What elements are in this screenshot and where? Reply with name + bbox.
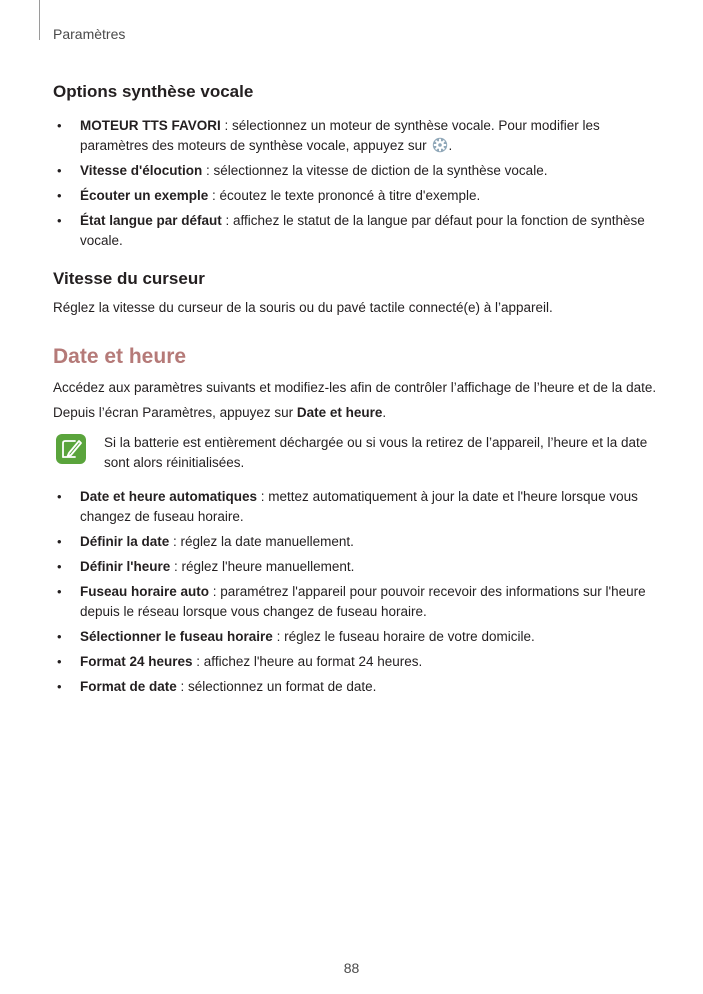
term: Date et heure automatiques <box>80 489 258 504</box>
term: Format 24 heures <box>80 654 193 669</box>
date-time-intro: Accédez aux paramètres suivants et modifiez-les afin de contrôler l’affichage de l’heure et de la date. <box>53 380 657 395</box>
term: Sélectionner le fuseau horaire <box>80 629 273 644</box>
list-item <box>53 116 653 156</box>
bullet: • <box>57 213 62 228</box>
list-item <box>53 582 653 622</box>
path-term: Date et heure <box>296 405 383 420</box>
description: : sélectionnez un moteur de synthèse vocale. Pour modifier les paramètres des moteurs de synthèse vocale, appuyez sur <box>80 118 600 153</box>
description: : paramétrez l'appareil pour pouvoir recevoir des informations sur l'heure depuis le réseau lorsque vous changez de fuseau horaire. <box>80 584 646 619</box>
bullet: • <box>57 188 62 203</box>
list-item <box>53 652 653 672</box>
description: : mettez automatiquement à jour la date et l'heure lorsque vous changez de fuseau horaire. <box>80 489 638 524</box>
path-suffix: . <box>382 405 387 420</box>
tts-options-heading: Options synthèse vocale <box>53 82 254 101</box>
term: État langue par défaut <box>80 213 222 228</box>
header-rule <box>39 0 40 40</box>
bullet: • <box>57 534 62 549</box>
list-item <box>53 677 653 697</box>
running-header: Paramètres <box>53 26 126 42</box>
list-item <box>53 161 653 181</box>
description: : affichez le statut de la langue par défaut pour la fonction de synthèse vocale. <box>80 213 645 248</box>
list-item <box>53 186 653 206</box>
description: : affichez l'heure au format 24 heures. <box>192 654 423 669</box>
note-text: Si la batterie est entièrement déchargée ou si vous la retirez de l’appareil, l’heure et la date sont alors réinitialisées. <box>104 435 648 470</box>
list-item <box>53 487 653 527</box>
bullet: • <box>57 654 62 669</box>
list-item <box>53 532 653 552</box>
description: : réglez la date manuellement. <box>169 534 354 549</box>
bullet: • <box>57 559 62 574</box>
bullet: • <box>57 629 62 644</box>
page-number: 88 <box>343 960 360 976</box>
suffix: . <box>448 138 453 153</box>
note-pencil-icon <box>55 433 87 465</box>
term: Fuseau horaire auto <box>80 584 210 599</box>
bullet: • <box>57 584 62 599</box>
description: : sélectionnez un format de date. <box>176 679 377 694</box>
term: Définir l'heure <box>80 559 171 574</box>
gear-icon <box>432 137 448 153</box>
term: MOTEUR TTS FAVORI <box>80 118 221 133</box>
date-time-options-list <box>53 487 653 702</box>
description: : écoutez le texte prononcé à titre d'exemple. <box>208 188 481 203</box>
list-item <box>53 627 653 647</box>
cursor-speed-body: Réglez la vitesse du curseur de la souris ou du pavé tactile connecté(e) à l’appareil. <box>53 300 553 315</box>
bullet: • <box>57 118 62 133</box>
path-prefix: Depuis l’écran Paramètres, appuyez sur <box>53 405 297 420</box>
term: Écouter un exemple <box>80 188 209 203</box>
list-item <box>53 557 653 577</box>
description: : réglez le fuseau horaire de votre domicile. <box>272 629 535 644</box>
list-item <box>53 211 653 251</box>
cursor-speed-heading: Vitesse du curseur <box>53 269 205 288</box>
bullet: • <box>57 679 62 694</box>
term: Format de date <box>80 679 177 694</box>
description: : sélectionnez la vitesse de diction de la synthèse vocale. <box>202 163 548 178</box>
date-time-path <box>53 403 653 423</box>
tts-options-list <box>53 116 653 256</box>
term: Vitesse d'élocution <box>80 163 203 178</box>
date-time-heading: Date et heure <box>53 345 187 368</box>
description: : réglez l'heure manuellement. <box>170 559 355 574</box>
term: Définir la date <box>80 534 170 549</box>
bullet: • <box>57 489 62 504</box>
bullet: • <box>57 163 62 178</box>
